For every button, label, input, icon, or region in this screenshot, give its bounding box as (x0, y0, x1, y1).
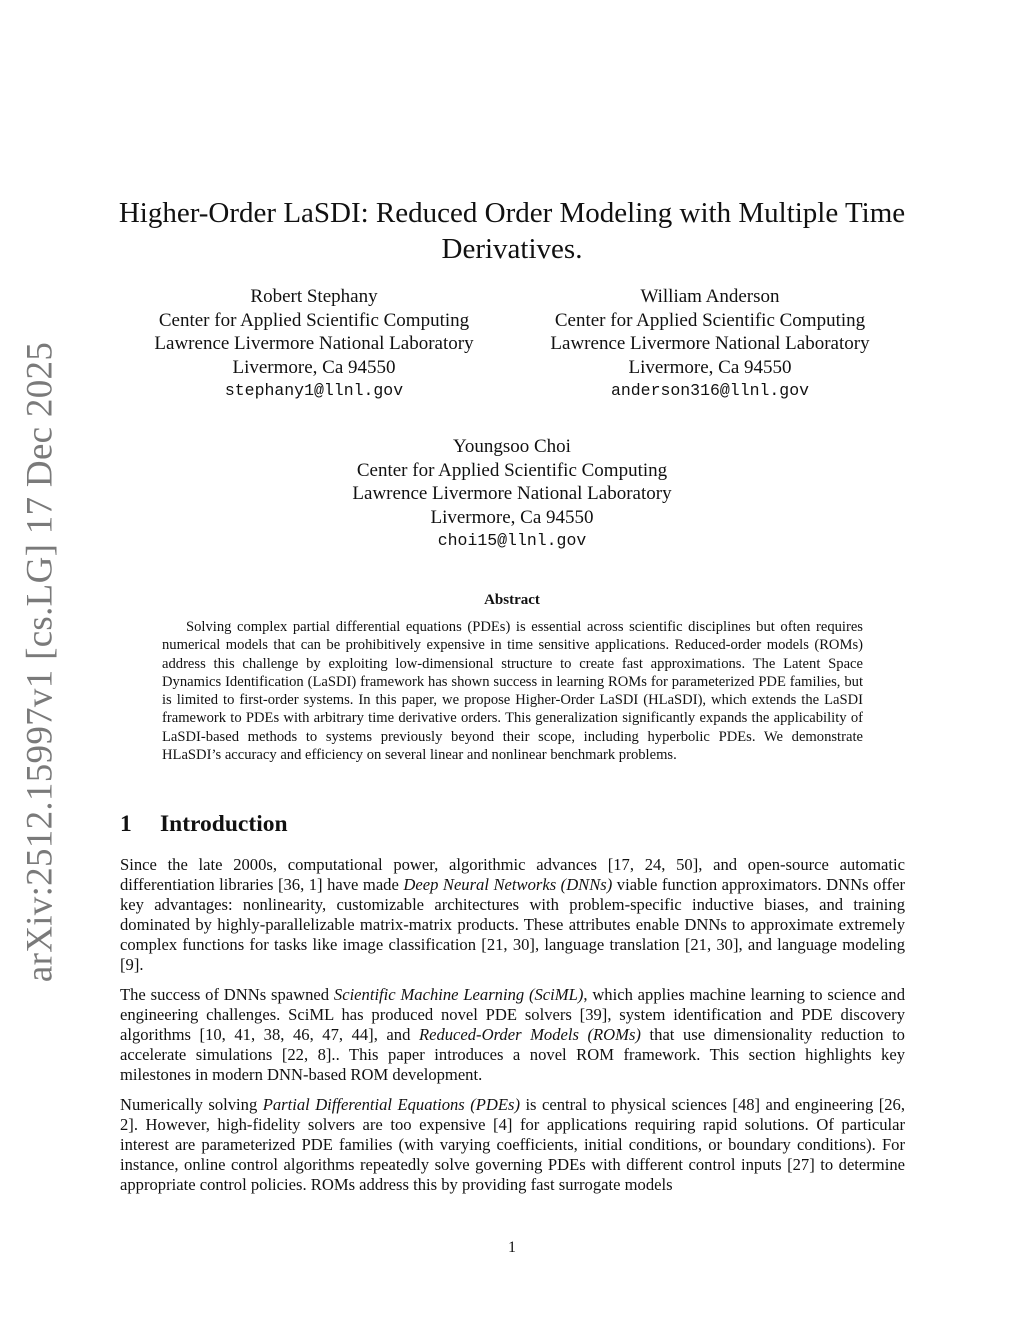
page-number: 1 (508, 1239, 516, 1256)
abstract-heading: Abstract (484, 592, 540, 608)
author-block (312, 435, 712, 553)
author-location: Livermore, Ca 94550 (232, 356, 396, 378)
paper-title: Higher-Order LaSDI: Reduced Order Modeling with Multiple Time Derivatives. (118, 197, 906, 266)
author-name: Youngsoo Choi (453, 436, 571, 457)
author-email: choi15@llnl.gov (437, 531, 587, 550)
body-paragraph (120, 855, 905, 975)
author-block (114, 285, 514, 403)
author-location: Livermore, Ca 94550 (430, 506, 594, 528)
author-institution: Lawrence Livermore National Laboratory (154, 333, 474, 354)
author-affiliation: Center for Applied Scientific Computing (554, 309, 866, 331)
emphasized-term: Partial Differential Equations (PDEs) (262, 1095, 520, 1114)
author-institution: Lawrence Livermore National Laboratory (352, 483, 672, 504)
emphasized-term: Reduced-Order Models (ROMs) (418, 1025, 641, 1044)
section-heading (120, 811, 288, 838)
author-name: William Anderson (640, 286, 780, 307)
body-paragraph (120, 1095, 905, 1195)
emphasized-term: Scientific Machine Learning (SciML) (333, 985, 584, 1004)
section-title: Introduction (160, 811, 288, 837)
abstract-text: Solving complex partial differential equations (PDEs) is essential across scientific disciplines but often requires numerical models that can be prohibitively expensive in time sensitive applications. Reduced-order models (ROMs) address this challenge by exploiting low-dimensional structure to create fast approximations. The Latent Space Dynamics Identification (LaSDI) framework has shown success in learning ROMs for parameterized PDE families, but is limited to first-order systems. In this paper, we propose Higher-Order LaSDI (HLaSDI), which extends the LaSDI framework to PDEs with arbitrary time derivative orders. This generalization significantly expands the applicability of LaSDI-based methods to systems previously beyond their scope, including hyperbolic PDEs. We demonstrate HLaSDI’s accuracy and efficiency on several linear and nonlinear benchmark problems. (162, 619, 863, 764)
paragraph-text: The success of DNNs spawned (120, 985, 334, 1004)
author-name: Robert Stephany (250, 286, 378, 307)
author-institution: Lawrence Livermore National Laboratory (550, 333, 870, 354)
author-email: anderson316@llnl.gov (610, 381, 810, 400)
emphasized-term: Deep Neural Networks (DNNs) (403, 875, 613, 894)
author-email: stephany1@llnl.gov (224, 381, 404, 400)
author-affiliation: Center for Applied Scientific Computing (158, 309, 470, 331)
author-block (510, 285, 910, 403)
author-affiliation: Center for Applied Scientific Computing (356, 459, 668, 481)
paragraph-text: that use dimensionality reduction to accelerate simulations [22, 8].. This paper introduces a novel ROM framework. This section highlights key milestones in modern DNN-based ROM development. (120, 1025, 905, 1084)
author-location: Livermore, Ca 94550 (628, 356, 792, 378)
section-number: 1 (120, 811, 132, 837)
paragraph-text: Since the late 2000s, computational power, algorithmic advances [17, 24, 50], and open-source automatic differentiation libraries [36, 1] have made (120, 855, 905, 894)
paragraph-text: viable function approximators. DNNs offer key advantages: nonlinearity, customizable architectures with problem-specific inductive biases, and training dominated by highly-parallelizable matrix-matrix products. These attributes enable DNNs to approximate extremely complex functions for tasks like image classification [21, 30], language translation [21, 30], and language modeling [9]. (120, 875, 906, 974)
paragraph-text: is central to physical sciences [48] and engineering [26, 2]. However, high-fidelity solvers are too expensive [4] for applications requiring rapid solutions. Of particular interest are parameterized PDE families (with varying coefficients, initial conditions, or boundary conditions). For instance, online control algorithms repeatedly solve governing PDEs with different control inputs [27] to determine appropriate control policies. ROMs address this by providing fast surrogate models (120, 1095, 905, 1194)
body-paragraph (120, 985, 905, 1085)
paragraph-text: Numerically solving (120, 1095, 263, 1114)
paragraph-text: , which applies machine learning to science and engineering challenges. SciML has produced novel PDE solvers [39], system identification and PDE discovery algorithms [10, 41, 38, 46, 47, 44], and (120, 985, 905, 1044)
arxiv-identifier-stamp: arXiv:2512.15997v1 [cs.LG] 17 Dec 2025 (19, 341, 61, 983)
